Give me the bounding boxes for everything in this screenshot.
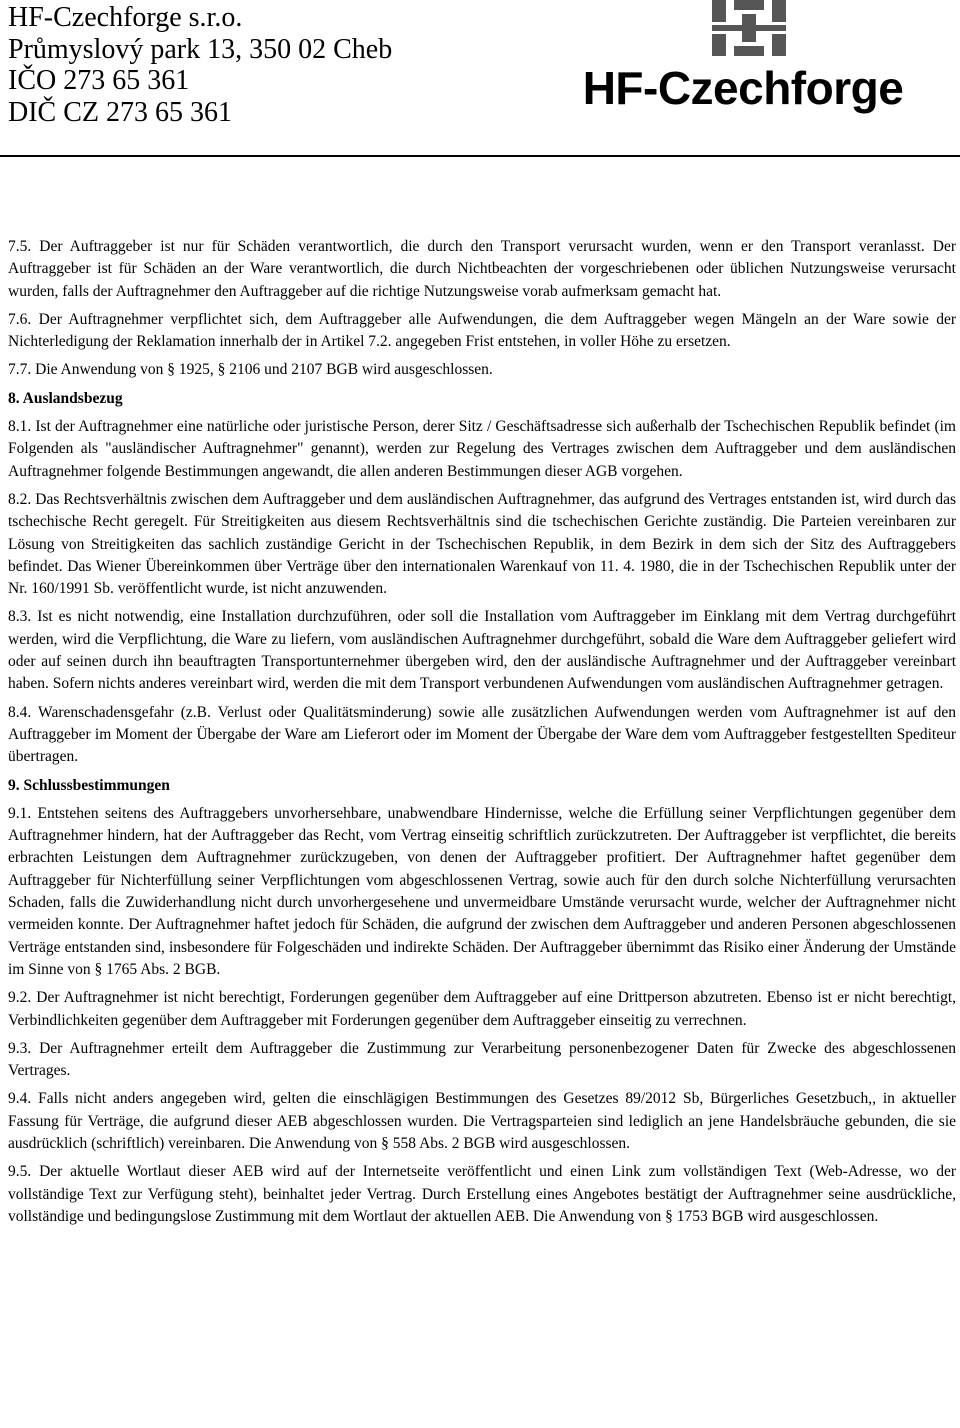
paragraph-9-5: 9.5. Der aktuelle Wortlaut dieser AEB wird auf der Internetseite veröffentlicht und einen Link zum vollständigen Text (Web-Adresse, wo der vollständige Text zur Verfügung steht), beinhaltet jeder Vertrag. Durch Erstellung eines Angebotes bestätigt der Auftragnehmer seine ausdrückliche, vollständige und bedingungslose Zustimmung mit dem Wortlaut der aktuellen AEB. Die Anwendung von § 1753 BGB wird ausgeschlossen. (8, 1163, 956, 1225)
paragraph-8-4: 8.4. Warenschadensgefahr (z.B. Verlust oder Qualitätsminderung) sowie alle zusätzlichen Aufwendungen werden vom Auftragnehmer ist auf den Auftraggeber im Moment der Übergabe der Ware am Lieferort oder im Moment der Übergabe der Ware dem vom Auftraggeber festgestellten Spediteur übertragen. (8, 703, 956, 766)
terms-body (8, 236, 956, 1234)
logo-mark-icon (712, 0, 786, 56)
company-logo (552, 0, 934, 116)
company-dic: DIČ CZ 273 65 361 (8, 96, 232, 128)
paragraph-8-3: 8.3. Ist es nicht notwendig, eine Installation durchzuführen, oder soll die Installation vom Auftraggeber im Einklang mit dem Vertrag durchgeführt werden, wird die Verpflichtung, die Ware zu liefern, vom ausländischen Auftragnehmer durchgeführt, sobald die Ware dem Auftraggeber geliefert wird oder auf seinen durch ihn beauftragten Transportunternehmer übergeben wird, den der ausländische Auftragnehmer und der Auftraggeber vereinbart haben. Sofern nichts anderes vereinbart wird, werden die mit dem Transport verbundenen Aufwendungen vom ausländischen Auftragnehmer getragen. (8, 608, 956, 693)
paragraph-9-1: 9.1. Entstehen seitens des Auftraggebers unvorhersehbare, unabwendbare Hindernisse, welche die Erfüllung seiner Verpflichtungen gegenüber dem Auftragnehmer hindern, hat der Auftraggeber das Recht, vom Vertrag einseitig schriftlich zurückzutreten. Der Auftraggeber ist verpflichtet, die bereits erbrachten Leistungen dem Auftragnehmer zurückzugeben, von denen der Auftraggeber profitiert. Der Auftragnehmer haftet gegenüber dem Auftraggeber für Nichterfüllung seiner Verpflichtungen vom abgeschlossenen Vertrag, sowie auch für den durch solche Nichterfüllung verursachten Schaden, falls die Zuwiderhandlung nicht durch unvorhergesehene und unvermeidbare Umstände verursacht wurde, welcher der Auftragnehmer nicht vermeiden konnte. Der Auftragnehmer haftet jedoch für Schäden, die aufgrund der zwischen dem Auftraggeber und anderen Personen abgeschlossenen Verträge entstanden sind, insbesondere für Folgeschäden und indirekte Schäden. Der Auftraggeber übernimmt das Risiko einer Änderung der Umstände im Sinne von § 1765 Abs. 2 BGB. (8, 804, 956, 978)
section-heading-8: 8. Auslandsbezug (8, 389, 123, 407)
paragraph-9-4: 9.4. Falls nicht anders angegeben wird, gelten die einschlägigen Bestimmungen des Gesetzes 89/2012 Sb, Bürgerliches Gesetzbuch,, in aktueller Fassung für Verträge, die aufgrund dieser AEB abgeschlossen wurden. Die Vertragsparteien sind lediglich an jene Handelsbräuche gebunden, die sie ausdrücklich (schriftlich) vereinbaren. Die Anwendung von § 558 Abs. 2 BGB wird ausgeschlossen. (8, 1090, 956, 1152)
paragraph-7-7: 7.7. Die Anwendung von § 1925, § 2106 und 2107 BGB wird ausgeschlossen. (8, 361, 493, 379)
paragraph-8-2: 8.2. Das Rechtsverhältnis zwischen dem Auftraggeber und dem ausländischen Auftragnehmer, das aufgrund des Vertrages entstanden ist, wird durch das tschechische Recht geregelt. Für Streitigkeiten aus diesem Rechtsverhältnis sind die tschechischen Gerichte zuständig. Die Parteien vereinbaren zur Lösung von Streitigkeiten das sachlich zuständige Gericht in der Tschechischen Republik, in dem Bezirk in dem sich der Sitz des Auftraggebers befindet. Das Wiener Übereinkommen über Verträge über den internationalen Warenkauf von 11. 4. 1980, die in der Tschechischen Republik unter der Nr. 160/1991 Sb. veröffentlicht wurde, ist nicht anzuwenden. (8, 490, 956, 598)
paragraph-7-5: 7.5. Der Auftraggeber ist nur für Schäden verantwortlich, die durch den Transport verursacht wurden, wenn er den Transport veranlasst. Der Auftraggeber ist für Schäden an der Ware verantwortlich, die durch Nichtbeachten der vorgeschriebenen oder üblichen Nutzungsweise verursacht wurden, falls der Auftragnehmer den Auftraggeber auf die richtige Nutzungsweise vorab aufmerksam gemacht hat. (8, 238, 956, 300)
paragraph-9-3: 9.3. Der Auftragnehmer erteilt dem Auftraggeber die Zustimmung zur Verarbeitung personenbezogener Daten für Zwecke des abgeschlossenen Vertrages. (8, 1039, 956, 1080)
paragraph-9-2: 9.2. Der Auftragnehmer ist nicht berechtigt, Forderungen gegenüber dem Auftraggeber auf eine Drittperson abzutreten. Ebenso ist er nicht berechtigt, Verbindlichkeiten gegenüber dem Auftraggeber mit Forderungen gegenüber dem Auftraggeber einseitig zu verrechnen. (8, 989, 956, 1029)
company-block (8, 2, 392, 128)
company-name: HF-Czechforge s.r.o. (8, 2, 243, 33)
section-heading-9: 9. Schlussbestimmungen (8, 776, 170, 794)
letterhead (0, 0, 960, 158)
logo-wordmark: HF-Czechforge (582, 62, 904, 114)
paragraph-7-6: 7.6. Der Auftragnehmer verpflichtet sich, dem Auftraggeber alle Aufwendungen, die dem Auftraggeber wegen Mängeln an der Ware sowie der Nichterledigung der Reklamation innerhalb der in Artikel 7.2. angegeben Frist entstehen, in voller Höhe zu ersetzen. (8, 310, 956, 351)
company-address: Průmyslový park 13, 350 02 Cheb (8, 33, 393, 65)
header-divider (0, 155, 960, 157)
paragraph-8-1: 8.1. Ist der Auftragnehmer eine natürliche oder juristische Person, derer Sitz / Geschäftsadresse sich außerhalb der Tschechischen Republik befindet (im Folgenden als "ausländischer Auftragnehmer" genannt), werden zur Regelung des Vertrages zwischen dem Auftraggeber und dem ausländischen Auftragnehmer folgende Bestimmungen angewandt, die allen anderen Bestimmungen dieser AGB vorgehen. (8, 418, 956, 480)
company-ico: IČO 273 65 361 (8, 65, 190, 96)
